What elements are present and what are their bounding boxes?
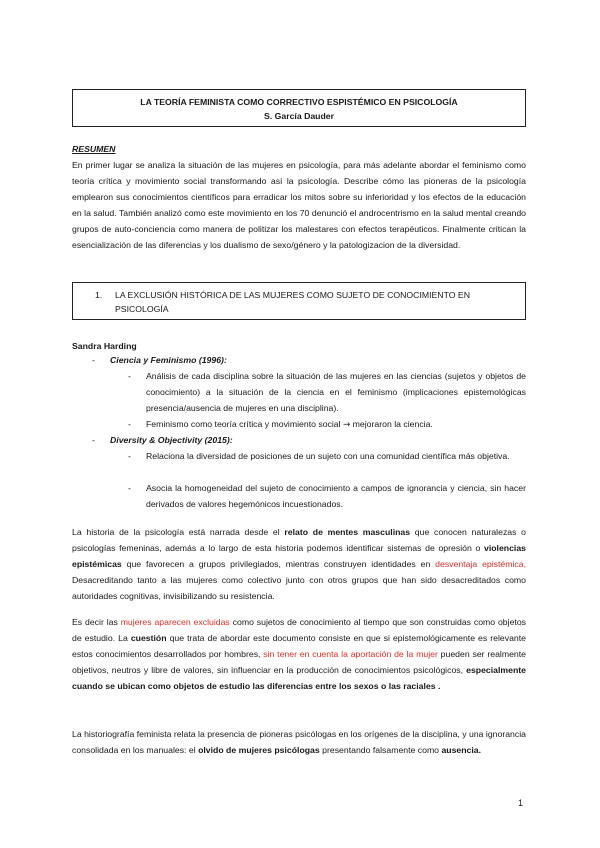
p3-bold-1: olvido de mujeres psicólogas <box>198 745 320 755</box>
work-2-title-text: Diversity & Objectivity (2015) <box>110 435 230 445</box>
p1-text-1: La historia de la psicología está narrada desde el <box>72 527 285 537</box>
work-1-title <box>110 352 510 368</box>
work-1-point-2-dash: - <box>128 419 131 429</box>
p1-bold-1: relato de mentes masculinas <box>284 527 411 537</box>
work-2-point-2: Asocia la homogeneidad del sujeto de conocimiento a campos de ignorancia y ciencia, sin hacer derivados de valores hegemónicos incuestionados. <box>146 483 526 509</box>
resumen-heading <box>72 141 526 157</box>
work-2-point-2-dash: - <box>128 483 131 493</box>
p2-red-2: sin tener en cuenta la aportación de la mujer <box>263 649 438 659</box>
work-1-point-2-text-a: Feminismo como teoría crítica y movimiento social <box>146 419 343 429</box>
work-2-point-1: Relaciona la diversidad de posiciones de un sujeto con una comunidad científica más objetiva. <box>146 451 510 461</box>
work-2-dash: - <box>92 435 95 445</box>
work-1-dash: - <box>92 355 95 365</box>
paragraph-2 <box>72 614 526 694</box>
p2-text-4: pueden ser realmente objetivos, neutros y libre de valores, sin influenciar en la producción de conocimientos psicológicos, <box>72 649 526 675</box>
work-1-title-text: Ciencia y Feminismo (1996) <box>110 355 224 365</box>
p1-bold-2: violencias epistémicas <box>72 543 526 569</box>
section-1-number: 1. <box>95 290 103 300</box>
paragraph-1 <box>72 524 526 604</box>
p1-red-1: desventaja epistémica, <box>435 559 527 569</box>
p2-bold-2: especialmente cuando se ubican como objetos de estudio las diferencias entre los sexos o las raciales . <box>72 665 526 691</box>
p3-bold-2: ausencia. <box>441 745 482 755</box>
p2-bold-1: cuestión <box>130 633 167 643</box>
title-box <box>72 89 526 127</box>
p1-text-3: que favorecen a grupos privilegiados, mientras construyen identidades en <box>121 559 436 569</box>
p2-text-2: como sujetos de conocimiento al tiempo que son construidas como objetos de estudio. La <box>72 617 526 643</box>
work-2-point-1-dash: - <box>128 451 131 461</box>
section-1-title: LA EXCLUSIÓN HISTÓRICA DE LAS MUJERES COMO SUJETO DE CONOCIMIENTO EN PSICOLOGÍA <box>115 290 470 314</box>
work-1-point-2-text-b: mejoraron la ciencia. <box>350 419 433 429</box>
document-title: LA TEORÍA FEMINISTA COMO CORRECTIVO ESPISTÉMICO EN PSICOLOGÍA <box>140 97 458 107</box>
p2-red-1: mujeres aparecen excluidas <box>120 617 230 627</box>
work-1-point-1-dash: - <box>128 371 131 381</box>
work-2-title-suffix: : <box>229 435 233 445</box>
p3-text-2: presentando falsamente como <box>319 745 442 755</box>
work-1-title-suffix: : <box>223 355 227 365</box>
author-name: Sandra Harding <box>72 341 137 351</box>
p2-text-3: que trata de abordar este documento consiste en que si epistemológicamente es relevante estos conocimientos desarrollados por hombres, <box>72 633 526 659</box>
work-1-point-2 <box>146 416 526 433</box>
right-arrow-icon: → <box>342 420 351 430</box>
page-number: 1 <box>518 798 524 808</box>
p1-text-2: que conocen naturalezas o psicologías femeninas, además a lo largo de esta historia podemos identificar sistemas de opresión o <box>72 527 527 553</box>
paragraph-3 <box>72 726 526 758</box>
document-author: S. García Dauder <box>263 111 334 121</box>
section-1-box <box>72 282 526 320</box>
resumen-body: En primer lugar se analiza la situación de las mujeres en psicología, para más adelante abordar el feminismo como teoría crítica y movimiento social transformando así la psicología. Describe cómo las pioneras de la psicología emplearon sus conocimientos científicos para erradicar los mitos sobre su inferioridad y los efectos de la educación en la salud. También analizó como este movimiento en los 70 denunció el androcentrismo en la salud mental creando grupos de auto-conciencia como manera de politizar los malestares con efectos terapéuticos. Finalmente critican la esencialización de las diferencias y los dualismo de sexo/género y la patologizacion de la diversidad. <box>72 160 526 250</box>
p2-text-1: Es decir las <box>72 617 121 627</box>
p3-text-1: La historiografía feminista relata la presencia de pioneras psicólogas en los orígenes de la disciplina, y una ignorancia consolidada en los manuales: el <box>72 729 526 755</box>
p1-text-4: Desacreditando tanto a las mujeres como colectivo junto con otros grupos que han sido desacreditados como autoridades cognitivas, invisibilizando su resistencia. <box>72 575 526 601</box>
work-1-point-1: Análisis de cada disciplina sobre la situación de las mujeres en las ciencias (sujetos y objetos de conocimiento) a la situación de la ciencia en el feminismo (implicaciones epistemológicas presencia/ausencia de mujeres en una disciplina). <box>146 371 526 413</box>
work-2-title <box>110 432 510 448</box>
resumen-heading-text: RESUMEN <box>72 144 116 154</box>
